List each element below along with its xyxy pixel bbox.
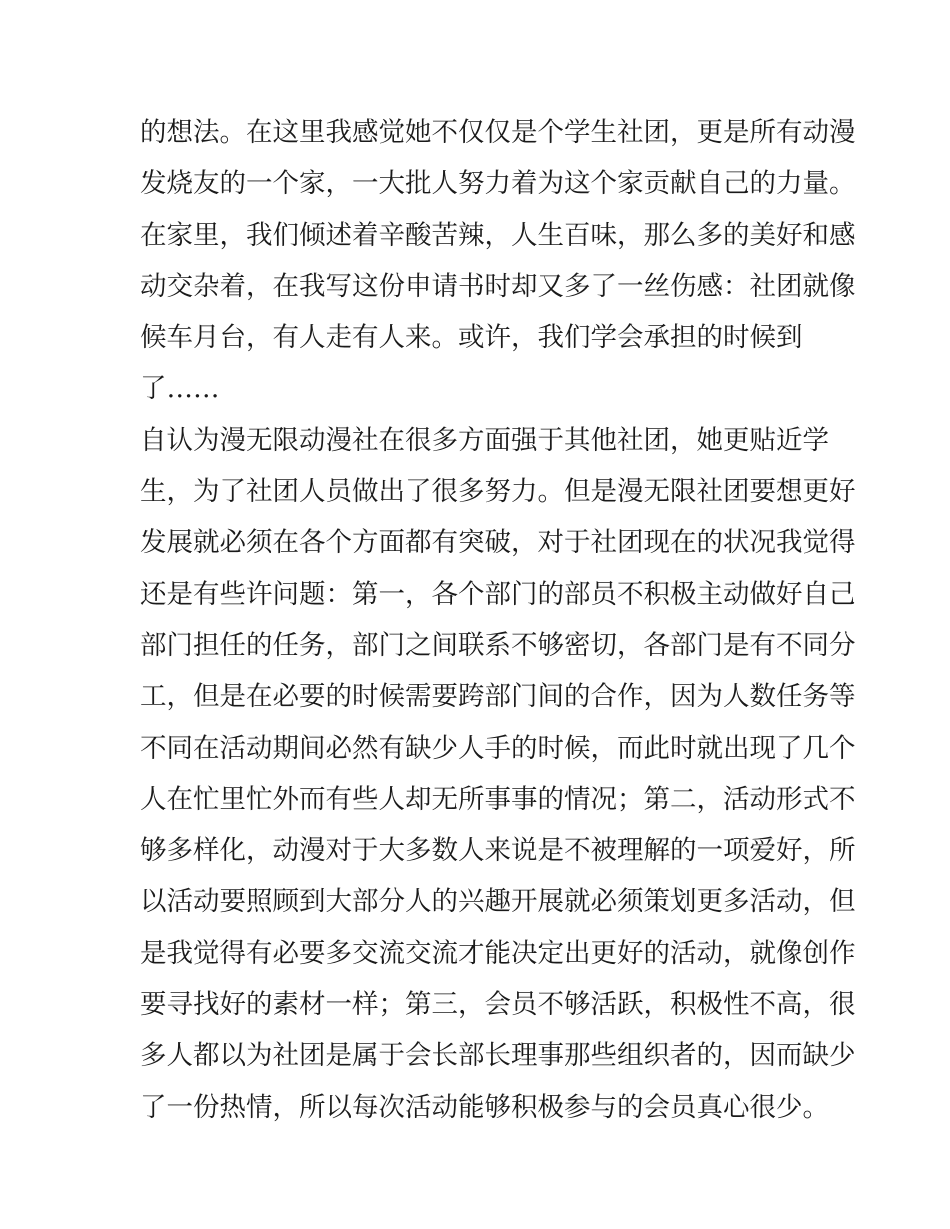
text-line: 工，但是在必要的时候需要跨部门间的合作，因为人数任务等 [140, 681, 856, 713]
text-line: 了一份热情，所以每次活动能够积极参与的会员真心很少。 [140, 1091, 829, 1123]
text-line: 发展就必须在各个方面都有突破，对于社团现在的状况我觉得 [140, 527, 856, 559]
text-line: 要寻找好的素材一样；第三，会员不够活跃，积极性不高，很 [140, 989, 856, 1021]
text-line: 还是有些许问题：第一，各个部门的部员不积极主动做好自己 [140, 578, 856, 610]
text-line: 自认为漫无限动漫社在很多方面强于其他社团，她更贴近学 [140, 424, 829, 456]
text-line: 够多样化，动漫对于大多数人来说是不被理解的一项爱好，所 [140, 835, 856, 867]
text-line: 生，为了社团人员做出了很多努力。但是漫无限社团要想更好 [140, 476, 856, 508]
text-line: 了…… [140, 373, 220, 405]
body-text [140, 107, 856, 1133]
text-line: 以活动要照顾到大部分人的兴趣开展就必须策划更多活动，但 [140, 886, 856, 918]
text-line: 多人都以为社团是属于会长部长理事那些组织者的，因而缺少 [140, 1040, 856, 1072]
text-line: 在家里，我们倾述着辛酸苦辣，人生百味，那么多的美好和感 [140, 219, 856, 251]
text-line: 部门担任的任务，部门之间联系不够密切，各部门是有不同分 [140, 629, 856, 661]
text-line: 是我觉得有必要多交流交流才能决定出更好的活动，就像创作 [140, 937, 856, 969]
text-line: 候车月台，有人走有人来。或许，我们学会承担的时候到 [140, 322, 803, 354]
text-line: 动交杂着，在我写这份申请书时却又多了一丝伤感：社团就像 [140, 270, 856, 302]
text-line: 不同在活动期间必然有缺少人手的时候，而此时就出现了几个 [140, 732, 856, 764]
text-line: 人在忙里忙外而有些人却无所事事的情况；第二，活动形式不 [140, 783, 856, 815]
text-line: 的想法。在这里我感觉她不仅仅是个学生社团，更是所有动漫 [140, 117, 856, 148]
text-line: 发烧友的一个家，一大批人努力着为这个家贡献自己的力量。 [140, 168, 856, 200]
